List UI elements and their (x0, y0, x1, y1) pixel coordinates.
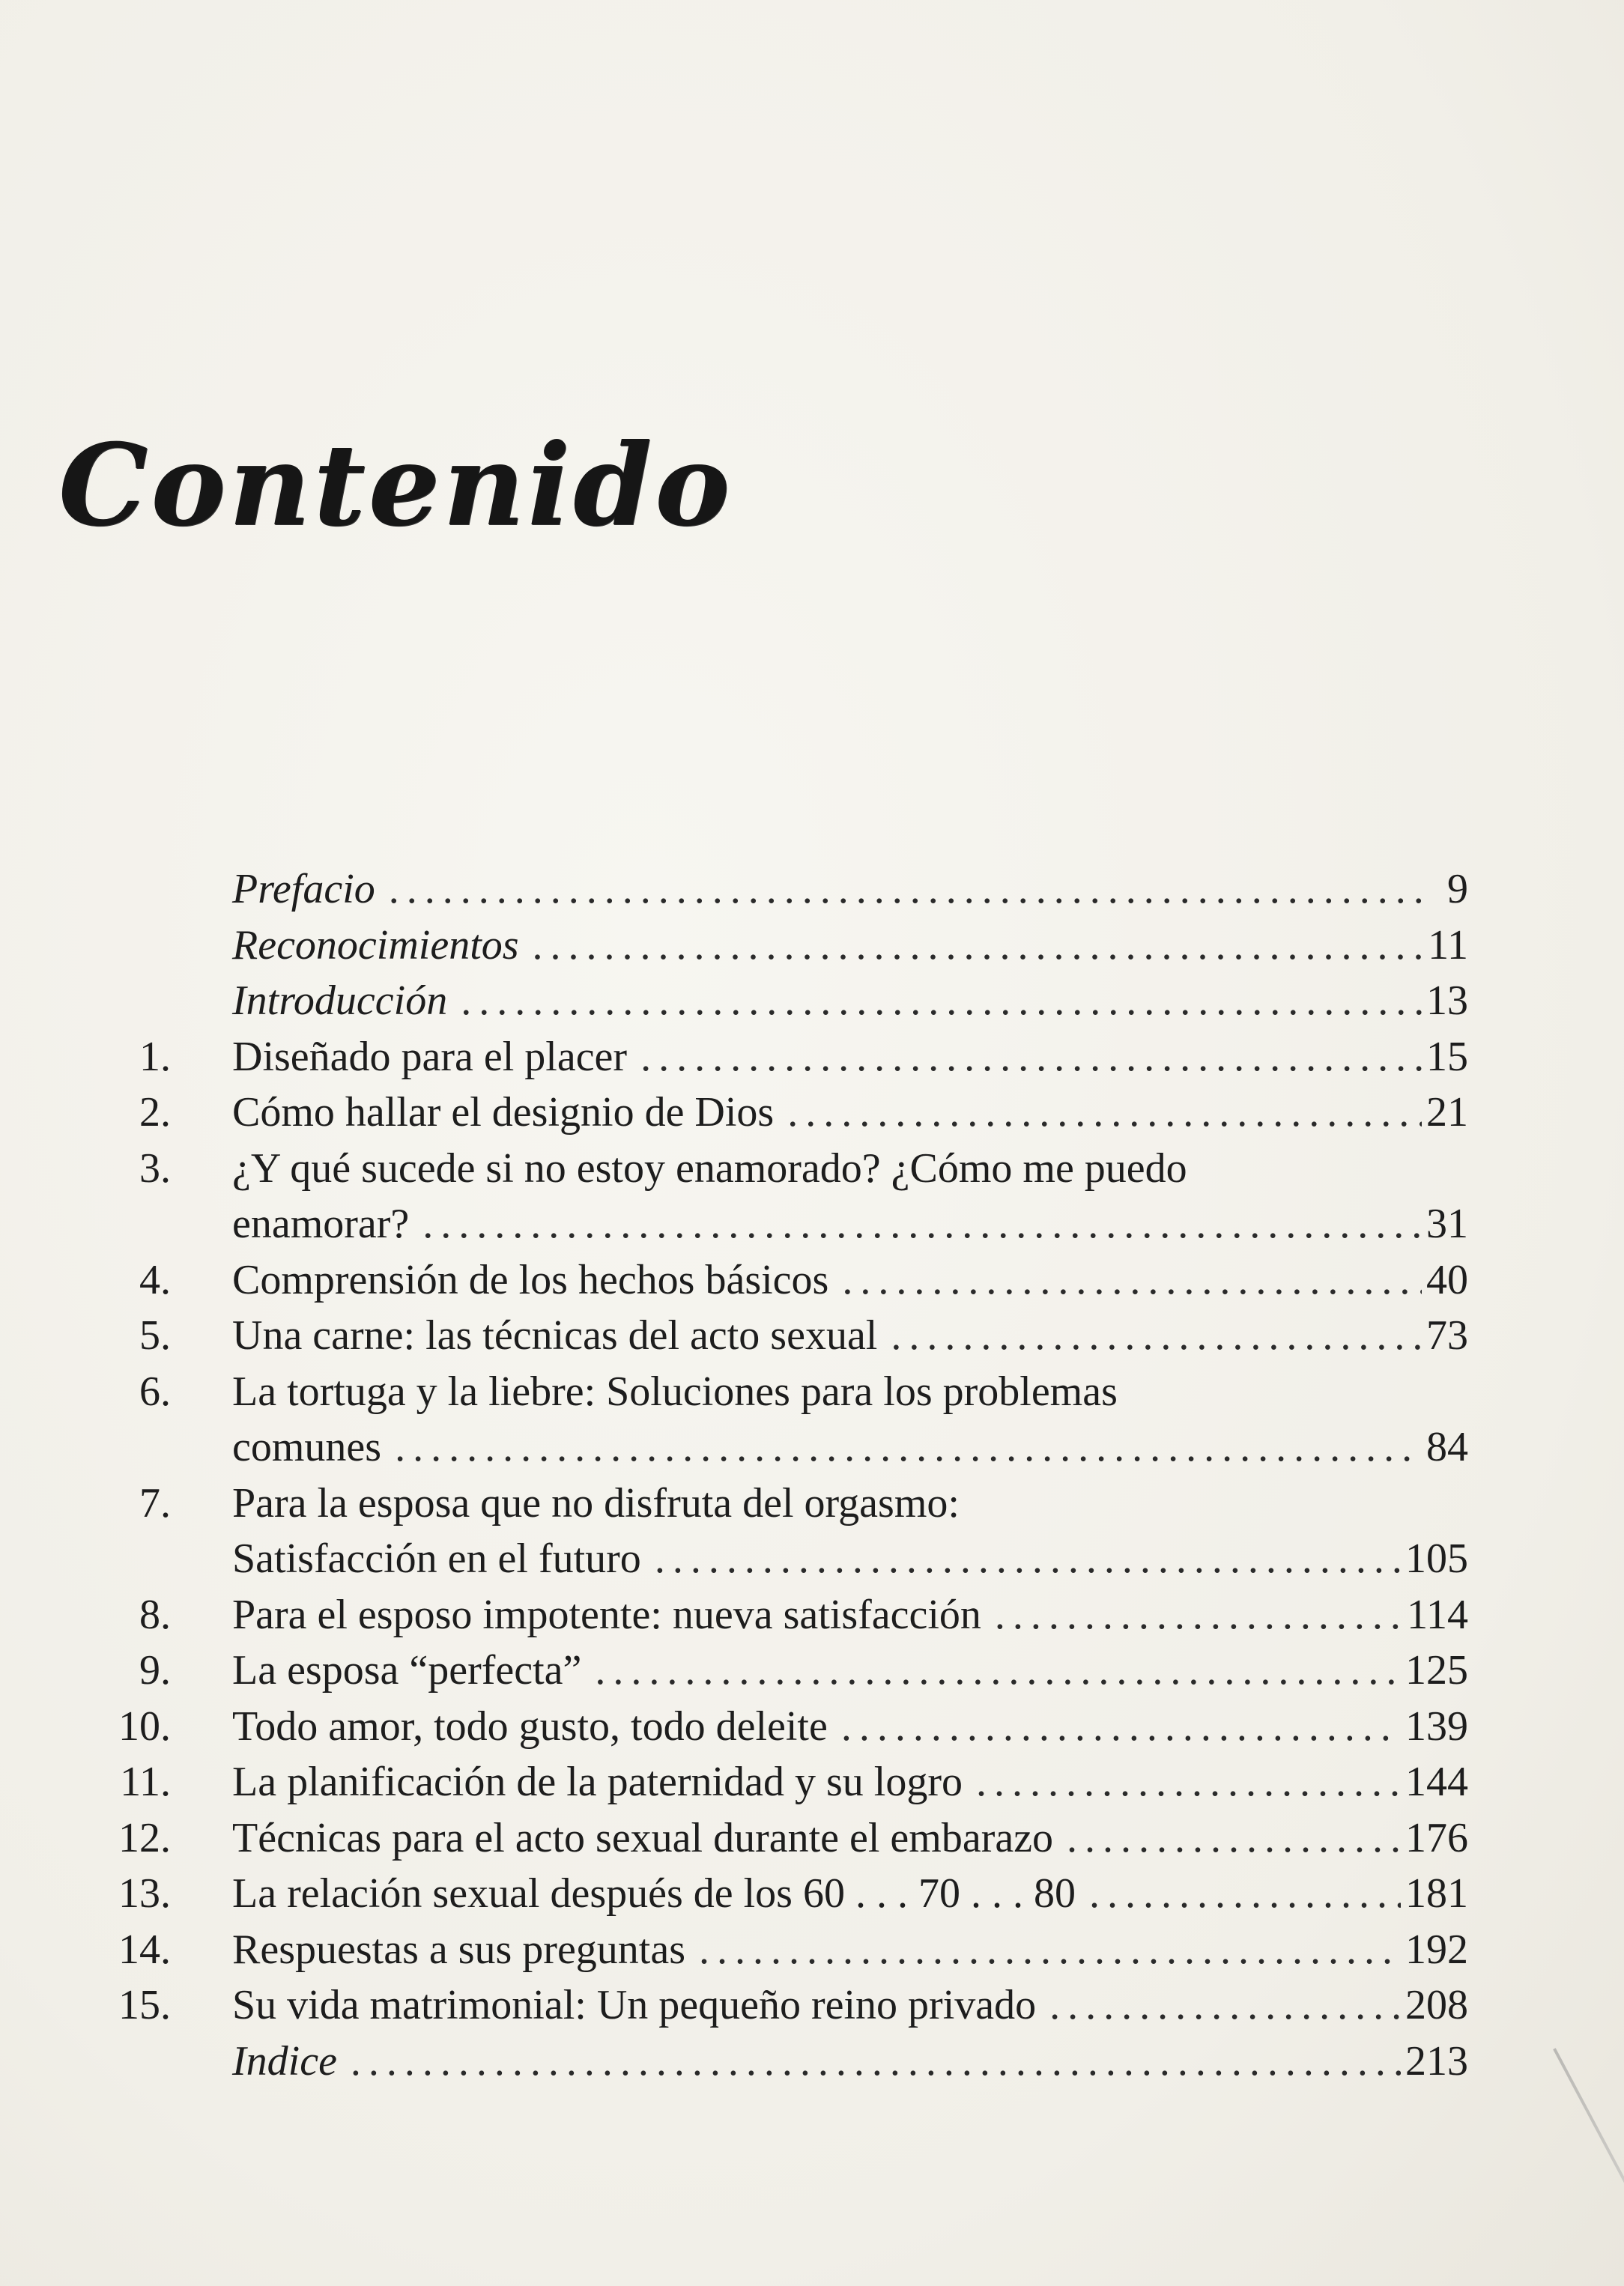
toc-entry-number (60, 1141, 171, 1197)
toc-entry-number (60, 973, 171, 1029)
toc-entry-number (60, 1531, 171, 1587)
toc-entry-page: 9 (1447, 866, 1468, 912)
dot-leader (995, 1587, 1402, 1643)
toc-entry-page: 73 (1426, 1312, 1468, 1359)
toc-entry-title: Comprensión de los hechos básicos (232, 1256, 829, 1303)
toc-entry-page: 125 (1405, 1647, 1468, 1694)
toc-entry (60, 1308, 1468, 1364)
toc-entry-number-text: 5. (139, 1312, 171, 1359)
toc-entry (60, 918, 1468, 974)
toc-entry-title: ¿Y qué sucede si no estoy enamorado? ¿Cómo me puedo (232, 1144, 1187, 1192)
toc-entry-page: 144 (1405, 1759, 1468, 1805)
toc-entry-number (60, 1476, 171, 1532)
toc-entry-page: 84 (1426, 1424, 1468, 1470)
toc-entry-number (60, 1364, 171, 1420)
toc-entry (60, 1866, 1468, 1922)
toc-entry-number-text: 11. (120, 1759, 171, 1805)
toc-entry-title: Respuestas a sus preguntas (232, 1926, 686, 1973)
toc-entry-title: La esposa “perfecta” (232, 1647, 582, 1694)
dot-leader (1089, 1866, 1401, 1922)
dot-leader (655, 1531, 1401, 1587)
toc-entry (60, 1977, 1468, 2034)
toc-entry (60, 1029, 1468, 1085)
page-edge-mark (1553, 2048, 1624, 2221)
toc-entry-number (60, 1866, 171, 1922)
toc-entry-number-text: 15. (118, 1982, 171, 2028)
toc-entry-title: Una carne: las técnicas del acto sexual (232, 1312, 878, 1359)
toc-entry (60, 1531, 1468, 1587)
toc-entry-title: Su vida matrimonial: Un pequeño reino privado (232, 1982, 1037, 2028)
dot-leader (1049, 1977, 1401, 2034)
toc-entry-number-text: 1. (139, 1033, 171, 1080)
toc-entry-page: 40 (1426, 1256, 1468, 1303)
toc-entry (60, 1085, 1468, 1141)
dot-leader (533, 918, 1424, 974)
toc-entry-number-text: 2. (139, 1089, 171, 1136)
toc-entry-number (60, 918, 171, 974)
toc-entry (60, 1810, 1468, 1867)
toc-entry (60, 1754, 1468, 1810)
toc-entry (60, 1587, 1468, 1643)
toc-entry-number (60, 1587, 171, 1643)
dot-leader (976, 1754, 1401, 1810)
toc-entry-number (60, 1419, 171, 1476)
toc-entry-number-text: 12. (118, 1814, 171, 1861)
dot-leader (422, 1196, 1422, 1252)
toc-entry-number (60, 1699, 171, 1755)
page-title: Contenido (58, 419, 733, 551)
dot-leader (891, 1308, 1422, 1364)
toc-entry (60, 1196, 1468, 1252)
toc-entry (60, 1364, 1468, 1420)
toc-entry-number-text: 7. (139, 1479, 171, 1526)
toc-entry-number-text: 10. (118, 1703, 171, 1750)
dot-leader (461, 973, 1422, 1029)
toc-entry-number-text: 6. (139, 1368, 171, 1415)
table-of-contents (60, 861, 1468, 2089)
toc-entry (60, 1922, 1468, 1978)
toc-entry (60, 1699, 1468, 1755)
toc-entry-number (60, 1196, 171, 1252)
toc-entry-number-text: 13. (118, 1870, 171, 1917)
toc-entry-title: La relación sexual después de los 60 . . . 70 . . . 80 (232, 1870, 1076, 1917)
toc-entry-page: 11 (1428, 921, 1468, 968)
dot-leader (351, 2034, 1401, 2090)
toc-entry-number (60, 1922, 171, 1978)
toc-entry (60, 1419, 1468, 1476)
toc-entry-title: Para la esposa que no disfruta del orgasmo: (232, 1479, 960, 1526)
toc-entry-title: La tortuga y la liebre: Soluciones para los problemas (232, 1368, 1118, 1415)
dot-leader (787, 1085, 1422, 1141)
toc-entry (60, 973, 1468, 1029)
toc-entry-title: Todo amor, todo gusto, todo deleite (232, 1703, 828, 1750)
dot-leader (1067, 1810, 1401, 1867)
toc-entry (60, 861, 1468, 918)
toc-entry-page: 192 (1405, 1926, 1468, 1973)
toc-entry-page: 208 (1405, 1982, 1468, 2028)
dot-leader (395, 1419, 1422, 1476)
toc-entry-title: Prefacio (232, 866, 375, 912)
toc-entry (60, 2034, 1468, 2090)
toc-entry-title: Introducción (232, 977, 448, 1024)
toc-entry-title: Diseñado para el placer (232, 1033, 628, 1080)
toc-entry-title: Satisfacción en el futuro (232, 1535, 641, 1582)
toc-entry-page: 176 (1405, 1814, 1468, 1861)
toc-entry (60, 1141, 1468, 1197)
toc-entry-number-text: 3. (139, 1144, 171, 1192)
toc-entry (60, 1476, 1468, 1532)
toc-entry-number-text: 4. (139, 1256, 171, 1303)
toc-entry-page: 15 (1426, 1033, 1468, 1080)
toc-entry-number (60, 861, 171, 918)
dot-leader (842, 1252, 1422, 1309)
toc-entry-number (60, 1977, 171, 2034)
toc-entry-title: comunes (232, 1424, 382, 1470)
toc-entry-page: 31 (1426, 1201, 1468, 1247)
toc-entry-number (60, 1252, 171, 1309)
dot-leader (640, 1029, 1422, 1085)
toc-entry-number-text: 14. (118, 1926, 171, 1973)
toc-entry (60, 1252, 1468, 1309)
toc-entry-page: 213 (1405, 2037, 1468, 2085)
toc-entry-number (60, 1029, 171, 1085)
toc-entry (60, 1643, 1468, 1699)
toc-entry-page: 21 (1426, 1089, 1468, 1136)
toc-entry-number (60, 1085, 171, 1141)
toc-entry-page: 139 (1405, 1703, 1468, 1750)
toc-entry-title: Cómo hallar el designio de Dios (232, 1089, 775, 1136)
toc-entry-number-text: 8. (139, 1591, 171, 1638)
toc-entry-number (60, 1754, 171, 1810)
dot-leader (841, 1699, 1401, 1755)
toc-entry-title: Para el esposo impotente: nueva satisfacción (232, 1591, 981, 1638)
toc-entry-title: Reconocimientos (232, 921, 519, 968)
toc-entry-title: La planificación de la paternidad y su logro (232, 1759, 963, 1805)
toc-entry-number (60, 1643, 171, 1699)
toc-entry-number (60, 1308, 171, 1364)
toc-entry-number (60, 2034, 171, 2090)
dot-leader (389, 861, 1434, 918)
toc-entry-number (60, 1810, 171, 1867)
toc-entry-page: 181 (1405, 1870, 1468, 1917)
toc-entry-number-text: 9. (139, 1647, 171, 1694)
toc-entry-page: 105 (1405, 1535, 1468, 1582)
dot-leader (699, 1922, 1401, 1978)
toc-entry-page: 13 (1426, 977, 1468, 1024)
toc-entry-title: Indice (232, 2037, 337, 2085)
dot-leader (595, 1643, 1401, 1699)
toc-entry-title: enamorar? (232, 1201, 410, 1247)
toc-entry-title: Técnicas para el acto sexual durante el embarazo (232, 1814, 1054, 1861)
toc-entry-page: 114 (1407, 1591, 1468, 1638)
